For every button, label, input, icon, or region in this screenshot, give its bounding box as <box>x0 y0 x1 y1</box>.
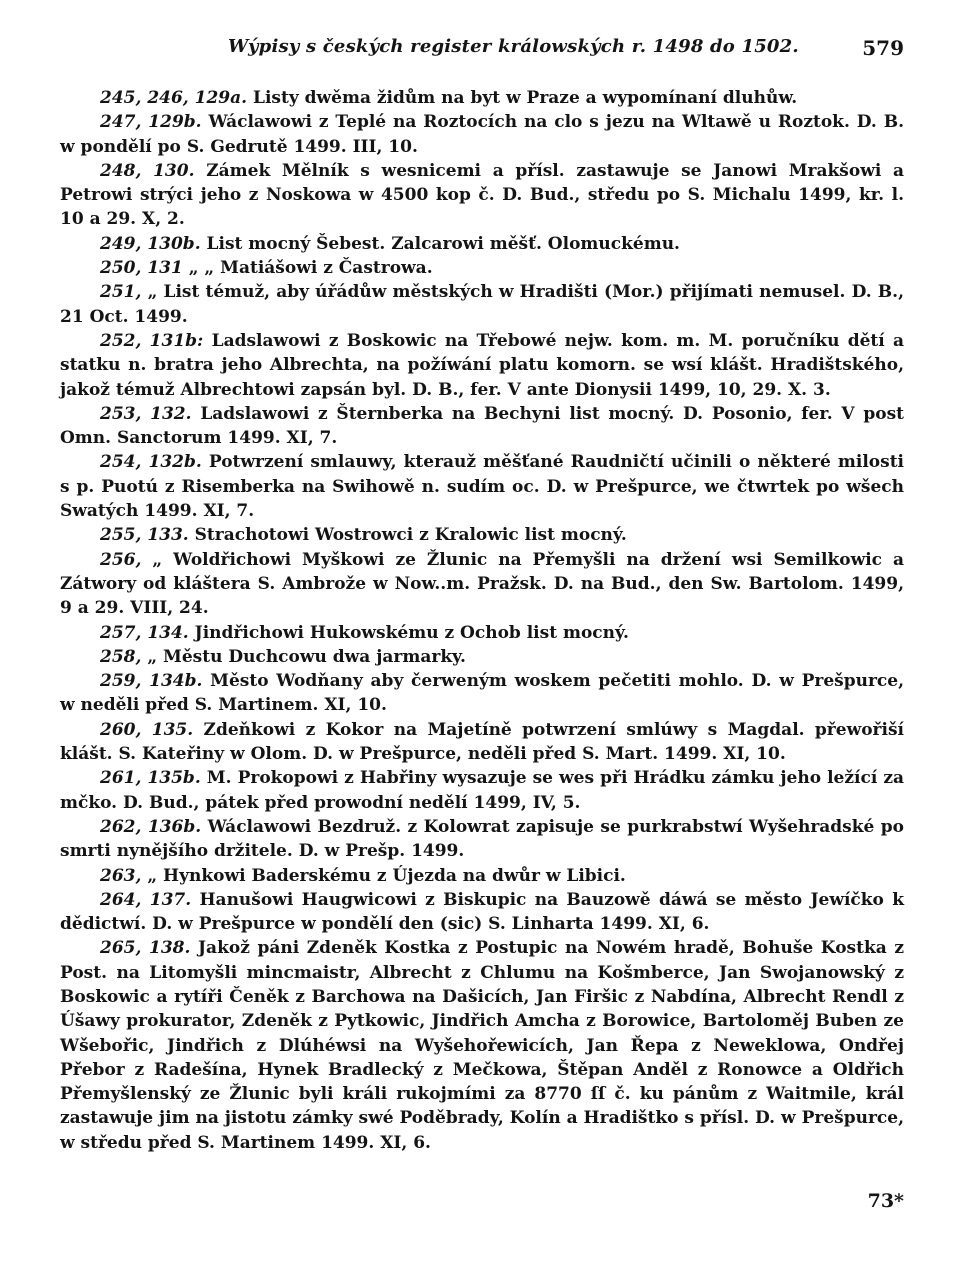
entry-reference: 265, 138. <box>100 938 191 959</box>
entry-reference: 247, 129b. <box>100 112 202 133</box>
entry-reference: 260, 135. <box>100 719 194 740</box>
register-entry <box>60 256 904 280</box>
register-entries <box>60 86 904 1155</box>
register-entry <box>60 621 904 645</box>
register-entry <box>60 718 904 767</box>
entry-reference: 263, <box>100 865 142 886</box>
entry-reference: 264, 137. <box>100 889 192 910</box>
entry-reference: 253, 132. <box>100 403 192 424</box>
page-number: 579 <box>862 36 904 60</box>
entry-text: Potwrzení smlauwy, kterauž měšťané Raudničtí učinili o některé milosti s p. Puotú z Risemberka na Swihowě n. sudím oc. D. w Prešpurce, we čtwrtek po wšech Swatých 1499. XI, 7. <box>60 452 904 522</box>
document-page <box>60 34 905 1212</box>
entry-text: Zámek Mělník s wesnicemi a přísl. zastawuje se Janowi Mrakšowi a Petrowi strýci jeho z Noskowa w 4500 kop č. D. Bud., středu po S. Michalu 1499, kr. l. 10 a 29. X, 2. <box>60 160 905 230</box>
register-entry <box>60 888 904 937</box>
entry-text: „ Woldřichowi Myškowi ze Žlunic na Přemyšli na držení wsi Semilkowic a Zátwory od kláštera S. Ambrože w Now..m. Pražsk. D. na Bud., den Sw. Bartolom. 1499, 9 a 29. VIII, 24. <box>60 549 904 619</box>
entry-text: Ladslawowi z Boskowic na Třebowé nejw. kom. m. M. poručníku dětí a statku n. bratra jeho Albrechta, na požíwání platu komorn. se wsí klášt. Hradištského, jakož témuž Albrechtowi zapsán byl. D. B., fer. V ante Dionysii 1499, 10, 29. X. 3. <box>60 330 904 400</box>
register-entry <box>60 450 904 523</box>
entry-text: Listy dwěma židům na byt w Praze a wypomínaní dluhůw. <box>253 88 798 108</box>
register-entry <box>60 548 904 621</box>
entry-reference: 262, 136b. <box>100 816 202 837</box>
entry-reference: 255, 133. <box>100 525 189 546</box>
entry-reference: 248, 130. <box>100 160 195 181</box>
entry-text: M. Prokopowi z Habřiny wysazuje se wes při Hrádku zámku jeho ležící za mčko. D. Bud., pátek před prowodní nedělí 1499, IV, 5. <box>60 768 904 813</box>
register-entry <box>60 669 904 718</box>
entry-text: „ „ Matiášowi z Častrowa. <box>188 258 433 279</box>
entry-text: Jakož páni Zdeněk Kostka z Postupic na Nowém hradě, Bohuše Kostka z Post. na Litomyšli mincmaistr, Albrecht z Chlumu na Košmberce, Jan Swojanowský z Boskowic a rytíři Čeněk z Barchowa na Dašicích, Jan Firšic z Nabdína, Albrecht Rendl z Úšawy prokurator, Zdeněk z Pytkowic, Jindřich Amcha z Borowice, Bartoloměj Buben ze Wšebořic, Jindřich z Dlúhéwsi na Wyšehořewicích, Jan Řepa z Neweklowa, Ondřej Přebor z Radešína, Hynek Bradlecký z Mečkowa, Štěpan Anděl z Ronowce a Oldřich Přemyšlenský ze Žlunic byli králi rukojmími za 8770 ſſ č. ku pánům z Waitmile, král zastawuje jim na jistotu zámky swé Poděbrady, Kolín a Hradištko s přísl. D. w Prešpurce, w středu před S. Martinem 1499. XI, 6. <box>60 938 905 1153</box>
entry-text: Strachotowi Wostrowci z Kralowic list mocný. <box>194 525 627 546</box>
register-entry <box>60 232 904 256</box>
register-entry <box>60 766 904 815</box>
entry-reference: 252, 131b: <box>100 330 204 351</box>
register-entry <box>60 280 904 329</box>
entry-reference: 251, <box>100 282 142 303</box>
register-entry <box>60 402 904 451</box>
register-entry <box>60 864 904 888</box>
register-entry <box>60 86 904 110</box>
register-entry <box>60 110 904 159</box>
entry-text: Ladslawowi z Šternberka na Bechyni list mocný. D. Posonio, fer. V post Omn. Sanctorum 1499. XI, 7. <box>60 403 904 449</box>
entry-reference: 259, 134b. <box>100 671 203 692</box>
entry-reference: 261, 135b. <box>100 768 201 789</box>
running-title: Wýpisy s českých register králowských r. 1498 do 1502. <box>228 36 799 57</box>
entry-text: Hanušowi Haugwicowi z Biskupic na Bauzowě dáwá se město Jewíčko k dědictwí. D. w Prešpurce w pondělí den (sic) S. Linharta 1499. XI, 6. <box>60 889 904 935</box>
register-entry <box>60 159 904 232</box>
register-entry <box>60 523 904 547</box>
entry-text: Město Wodňany aby čerweným woskem pečetiti mohlo. D. w Prešpurce, w neděli před S. Martinem. XI, 10. <box>60 671 905 716</box>
entry-text: „ List témuž, aby úřádůw městských w Hradišti (Mor.) přijímati nemusel. D. B., 21 Oct. 1499. <box>60 282 904 327</box>
entry-text: Wáclawowi z Teplé na Roztocích na clo s jezu na Wltawě u Roztok. D. B. w pondělí po S. Gedrutě 1499. III, 10. <box>60 112 904 157</box>
register-entry <box>60 645 904 669</box>
running-header <box>60 34 904 74</box>
signature-mark: 73* <box>867 1190 904 1212</box>
entry-reference: 249, 130b. <box>100 233 201 254</box>
entry-text: Wáclawowi Bezdruž. z Kolowrat zapisuje se purkrabstwí Wyšehradské po smrti nynějšího držitele. D. w Prešp. 1499. <box>60 816 904 862</box>
register-entry <box>60 329 904 402</box>
register-entry <box>60 936 904 1155</box>
entry-reference: 254, 132b. <box>100 452 202 473</box>
entry-reference: 258, <box>100 646 142 667</box>
entry-text: „ Hynkowi Baderskému z Újezda na dwůr w Libici. <box>147 865 626 886</box>
entry-text: Jindřichowi Hukowskému z Ochob list mocný. <box>194 622 629 643</box>
entry-text: „ Městu Duchcowu dwa jarmarky. <box>147 646 466 667</box>
entry-reference: 257, 134. <box>100 622 189 643</box>
register-entry <box>60 815 904 864</box>
entry-reference: 256, <box>100 549 142 570</box>
entry-text: List mocný Šebest. Zalcarowi měšť. Olomuckému. <box>206 233 680 254</box>
entry-text: Zdeňkowi z Kokor na Majetíně potwrzení smlúwy s Magdal. přewořiší klášt. S. Kateřiny w Olom. D. w Prešpurce, neděli před S. Mart. 1499. XI, 10. <box>60 719 904 765</box>
entry-reference: 250, 131 <box>100 258 183 279</box>
entry-reference: 245, 246, 129a. <box>100 88 248 108</box>
